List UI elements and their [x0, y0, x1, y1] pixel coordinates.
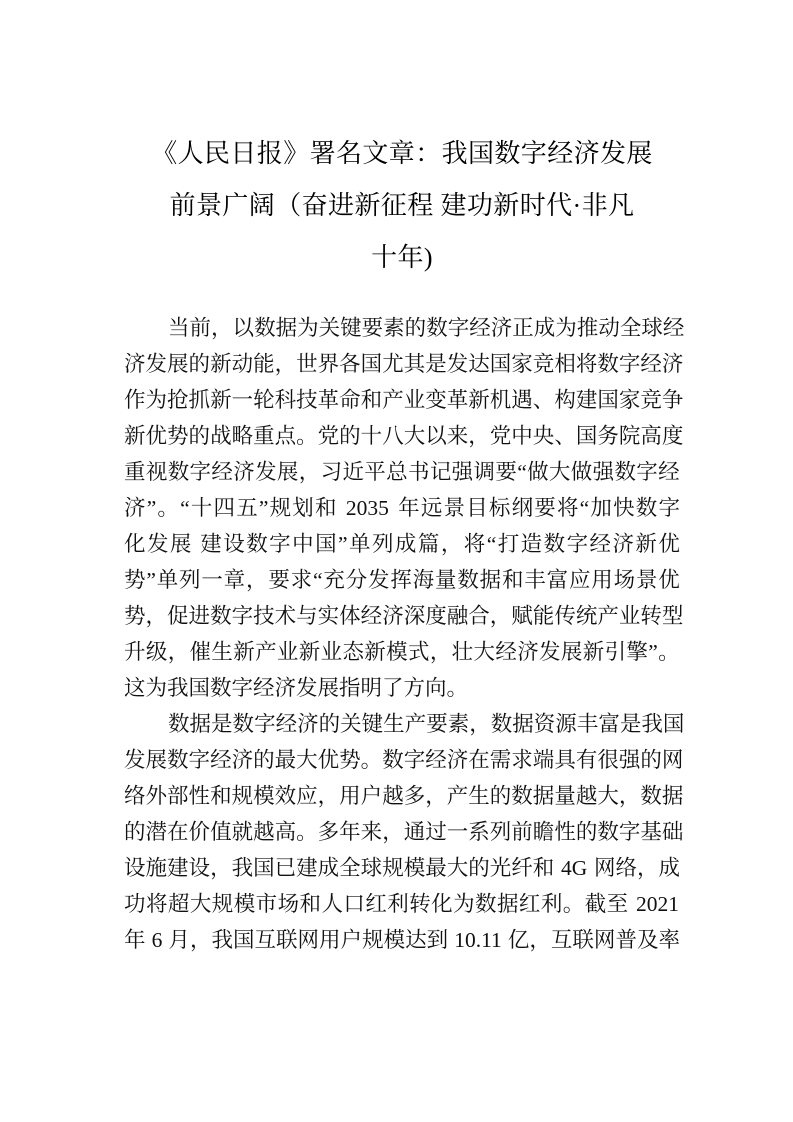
paragraph-2 — [124, 706, 685, 958]
text-line: 功 将 超 大 规 模 市 场 和 人 口 红 利 转 化 为 数 据 红 利 。 截 至 2021 — [124, 892, 679, 916]
text-line: 济 发 展 的 新 动 能 ， 世 界 各 国 尤 其 是 发 达 国 家 竞 相 将 数 字 经 济 — [124, 352, 684, 376]
text-line: 络 外 部 性 和 规 模 效 应 ， 用 户 越 多 ， 产 生 的 数 据 量 越 大 ， 数 据 — [124, 784, 684, 808]
page-title — [124, 0, 680, 284]
text-line: 设 施 建 设 ， 我 国 已 建 成 全 球 规 模 最 大 的 光 纤 和 4G 网 络 ， 成 — [124, 856, 680, 880]
text-line: 济 ” 。 “ 十 四 五 ” 规 划 和 2035 年 远 景 目 标 纲 要 将 “ 加 快 数 字 — [124, 496, 680, 520]
text-line: 重 视 数 字 经 济 发 展 ， 习 近 平 总 书 记 强 调 要 “ 做 大 做 强 数 字 经 — [124, 460, 680, 484]
text-line: 的 潜 在 价 值 就 越 高 。 多 年 来 ， 通 过 一 系 列 前 瞻 性 的 数 字 基 础 — [124, 820, 684, 844]
text-line: 数 据 是 数 字 经 济 的 关 键 生 产 要 素 ， 数 据 资 源 丰 富 是 我 国 — [168, 712, 685, 736]
text-line: 年 6 月 ， 我 国 互 联 网 用 户 规 模 达 到 10.11 亿 ， 互 联 网 普 及 率 — [124, 928, 680, 952]
paragraph-1 — [124, 284, 685, 706]
text-line: 升 级 ， 催 生 新 产 业 新 业 态 新 模 式 ， 壮 大 经 济 发 展 新 引 擎 ” 。 — [124, 640, 680, 664]
text-line: 发 展 数 字 经 济 的 最 大 优 势 。 数 字 经 济 在 需 求 端 具 有 很 强 的 网 — [124, 748, 684, 772]
text-line: 这为我国数字经济发展指明了方向。 — [124, 676, 469, 700]
document-text-column — [124, 0, 685, 958]
text-line: 势 ” 单 列 一 章 ， 要 求 “ 充 分 发 挥 海 量 数 据 和 丰 富 应 用 场 景 优 — [124, 568, 680, 592]
text-line: 作 为 抢 抓 新 一 轮 科 技 革 命 和 产 业 变 革 新 机 遇 、 构 建 国 家 竞 争 — [124, 388, 684, 412]
title-line-3: 十年) — [371, 243, 433, 272]
text-line: 当 前 ， 以 数 据 为 关 键 要 素 的 数 字 经 济 正 成 为 推 动 全 球 经 — [168, 316, 685, 340]
title-line-2: 前景广阔（奋进新征程 建功新时代·非凡 — [169, 191, 635, 220]
text-line: 势 ， 促 进 数 字 技 术 与 实 体 经 济 深 度 融 合 ， 赋 能 传 统 产 业 转 型 — [124, 604, 684, 628]
text-line: 新 优 势 的 战 略 重 点 。 党 的 十 八 大 以 来 ， 党 中 央 、 国 务 院 高 度 — [124, 424, 684, 448]
text-line: 化 发 展 建 设 数 字 中 国 ” 单 列 成 篇 ， 将 “ 打 造 数 字 经 济 新 优 — [124, 532, 680, 556]
title-line-1: 《人民日报》署名文章：我国数字经济发展 — [151, 139, 653, 168]
